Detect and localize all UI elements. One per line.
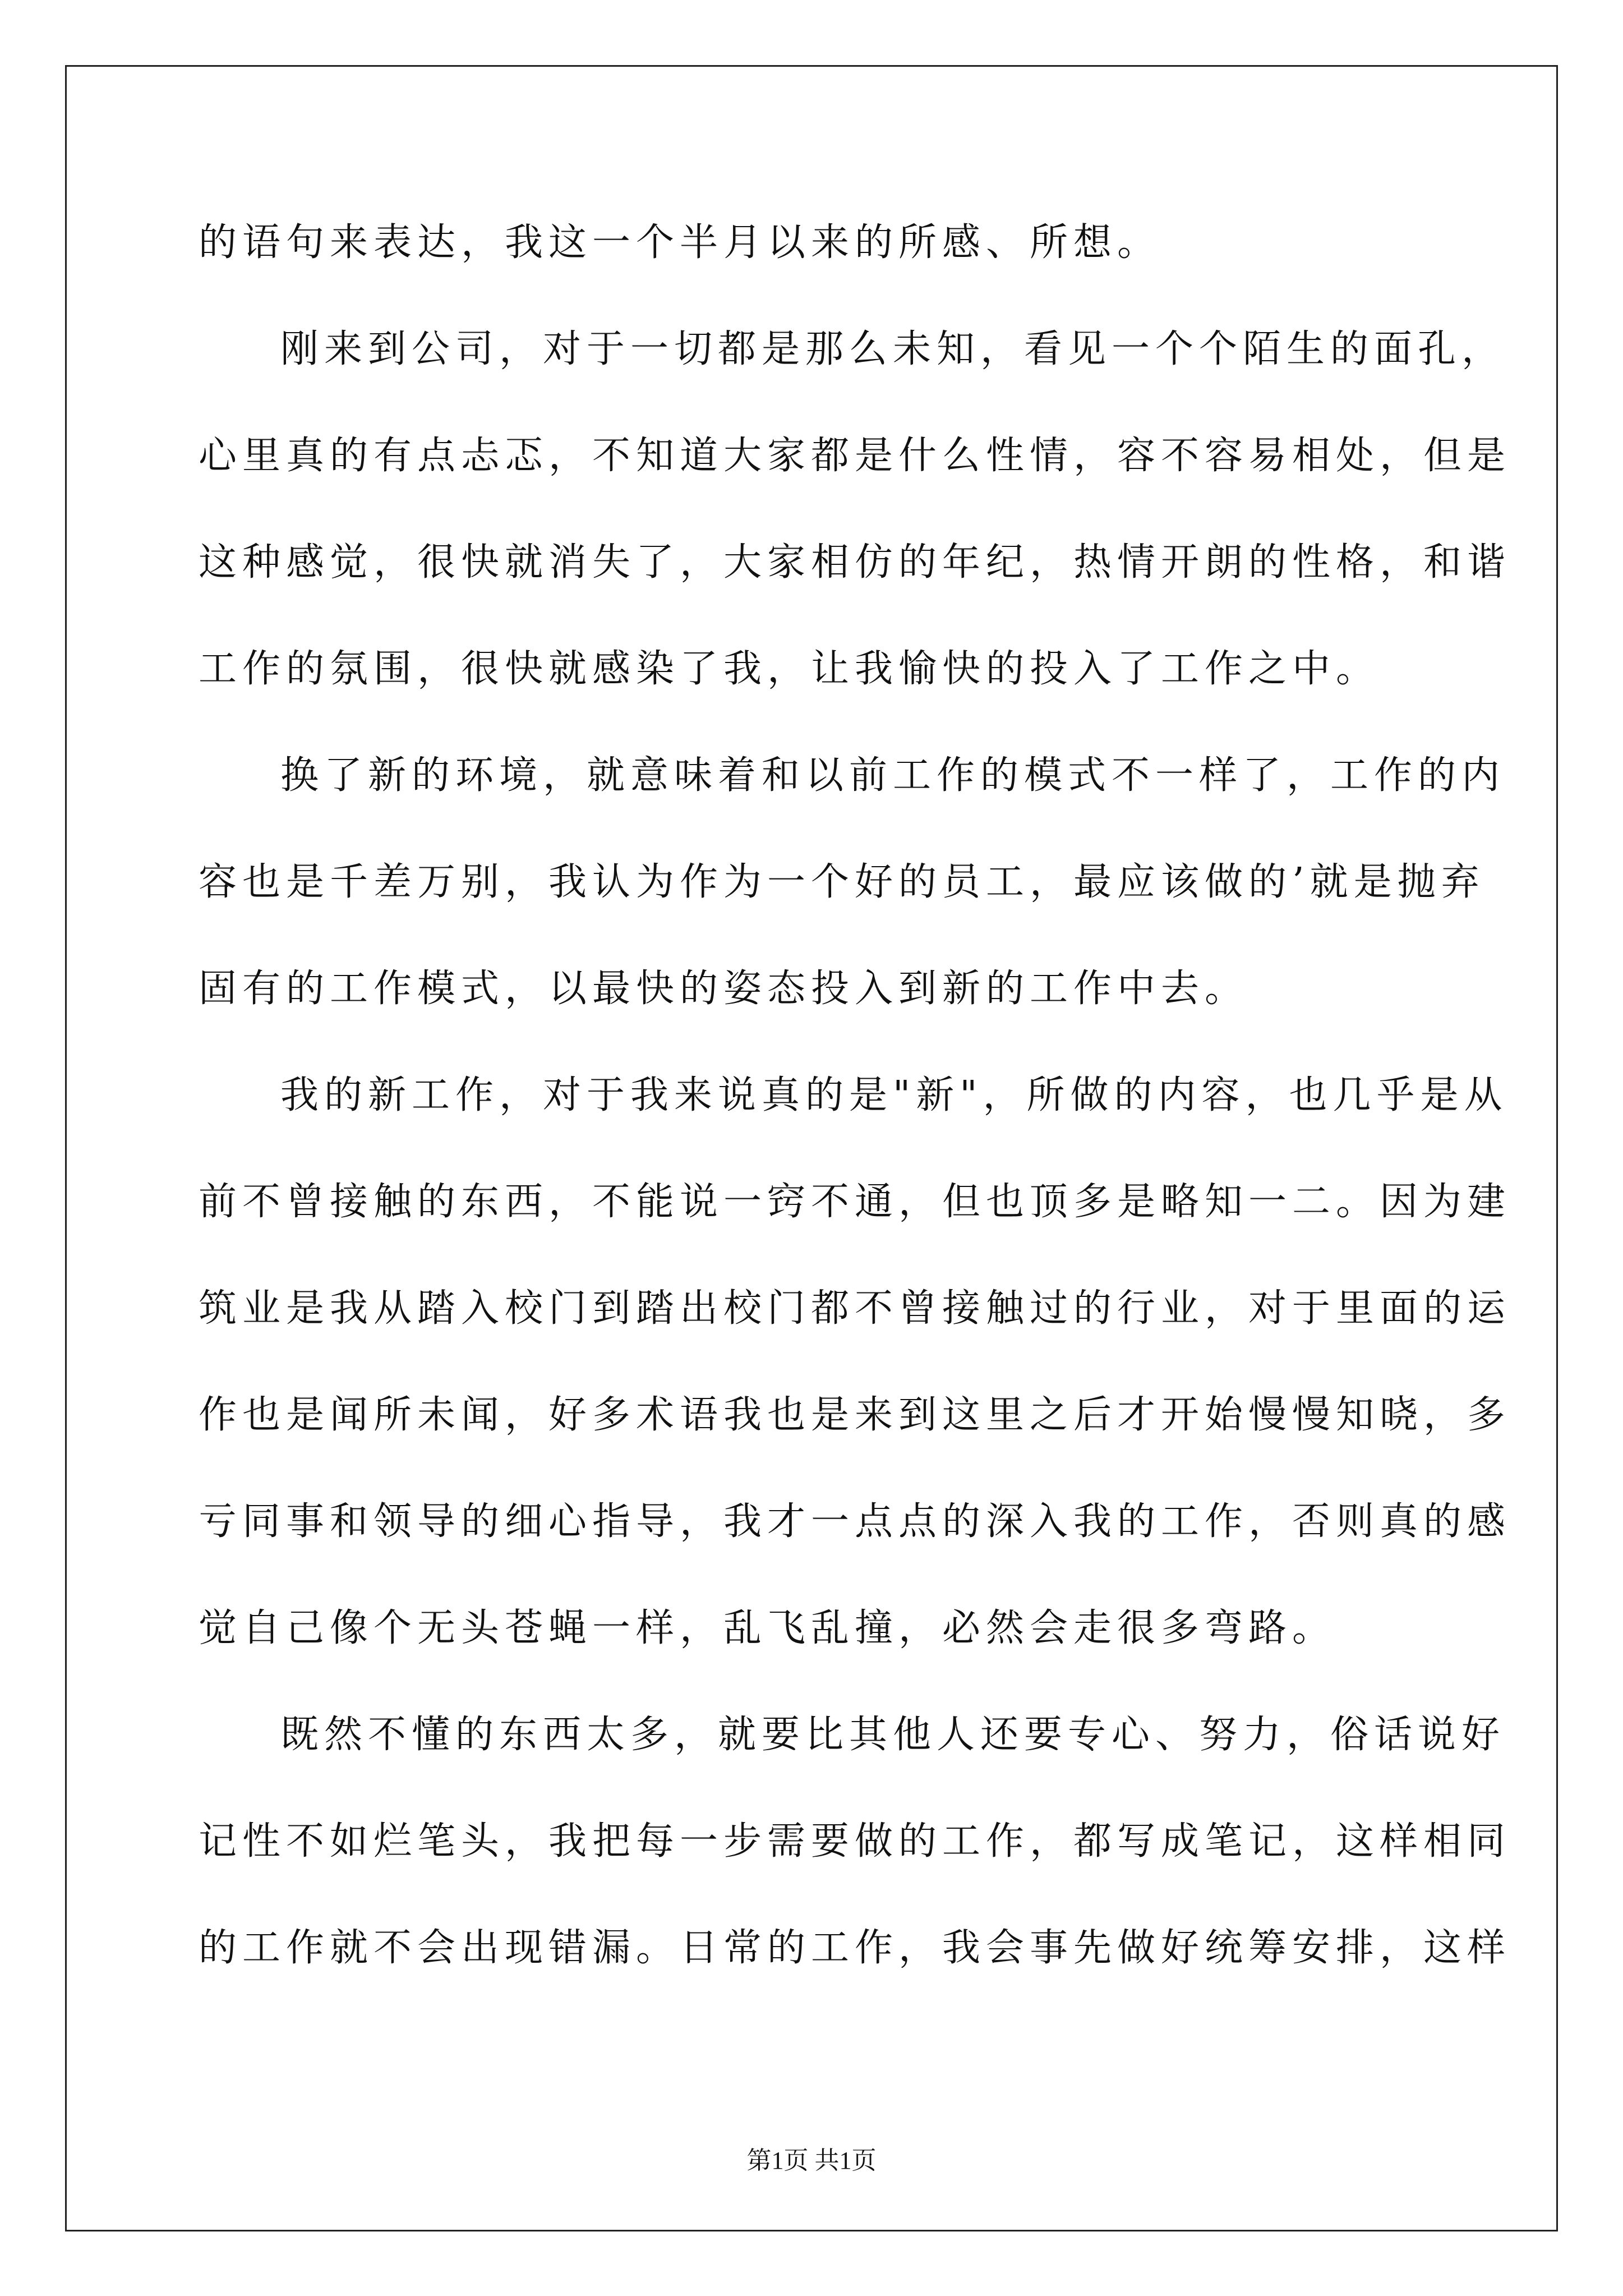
text-line: 我的新工作，对于我来说真的是"新"，所做的内容，也几乎是从 bbox=[280, 1073, 1508, 1117]
text-line: 工作的氛围，很快就感染了我，让我愉快的投入了工作之中。 bbox=[199, 647, 1380, 691]
text-line: 固有的工作模式，以最快的姿态投入到新的工作中去。 bbox=[199, 967, 1249, 1011]
text-line: 筑业是我从踏入校门到踏出校门都不曾接触过的行业，对于里面的运 bbox=[199, 1286, 1511, 1331]
text-line: 记性不如烂笔头，我把每一步需要做的工作，都写成笔记，这样相同 bbox=[199, 1819, 1511, 1864]
text-line: 换了新的环境，就意味着和以前工作的模式不一样了，工作的内 bbox=[280, 753, 1506, 798]
text-line: 心里真的有点忐忑，不知道大家都是什么性情，容不容易相处，但是 bbox=[199, 434, 1511, 478]
text-line: 亏同事和领导的细心指导，我才一点点的深入我的工作，否则真的感 bbox=[199, 1499, 1511, 1544]
text-line: 既然不懂的东西太多，就要比其他人还要专心、努力，俗话说好 bbox=[280, 1713, 1506, 1757]
document-body bbox=[199, 190, 1511, 2001]
text-line: 的工作就不会出现错漏。日常的工作，我会事先做好统筹安排，这样 bbox=[199, 1926, 1511, 1970]
text-line: 容也是千差万别，我认为作为一个好的员工，最应该做的’就是抛弃 bbox=[199, 860, 1485, 904]
text-line: 刚来到公司，对于一切都是那么未知，看见一个个陌生的面孔， bbox=[280, 327, 1506, 371]
text-line: 作也是闻所未闻，好多术语我也是来到这里之后才开始慢慢知晓，多 bbox=[199, 1393, 1511, 1437]
text-line: 的语句来表达，我这一个半月以来的所感、所想。 bbox=[199, 220, 1161, 265]
text-line: 觉自己像个无头苍蝇一样，乱飞乱撞，必然会走很多弯路。 bbox=[199, 1606, 1336, 1650]
text-line: 这种感觉，很快就消失了，大家相仿的年纪，热情开朗的性格，和谐 bbox=[199, 540, 1511, 585]
text-line: 前不曾接触的东西，不能说一窍不通，但也顶多是略知一二。因为建 bbox=[199, 1180, 1511, 1224]
page-number: 第1页 共1页 bbox=[746, 2147, 877, 2174]
